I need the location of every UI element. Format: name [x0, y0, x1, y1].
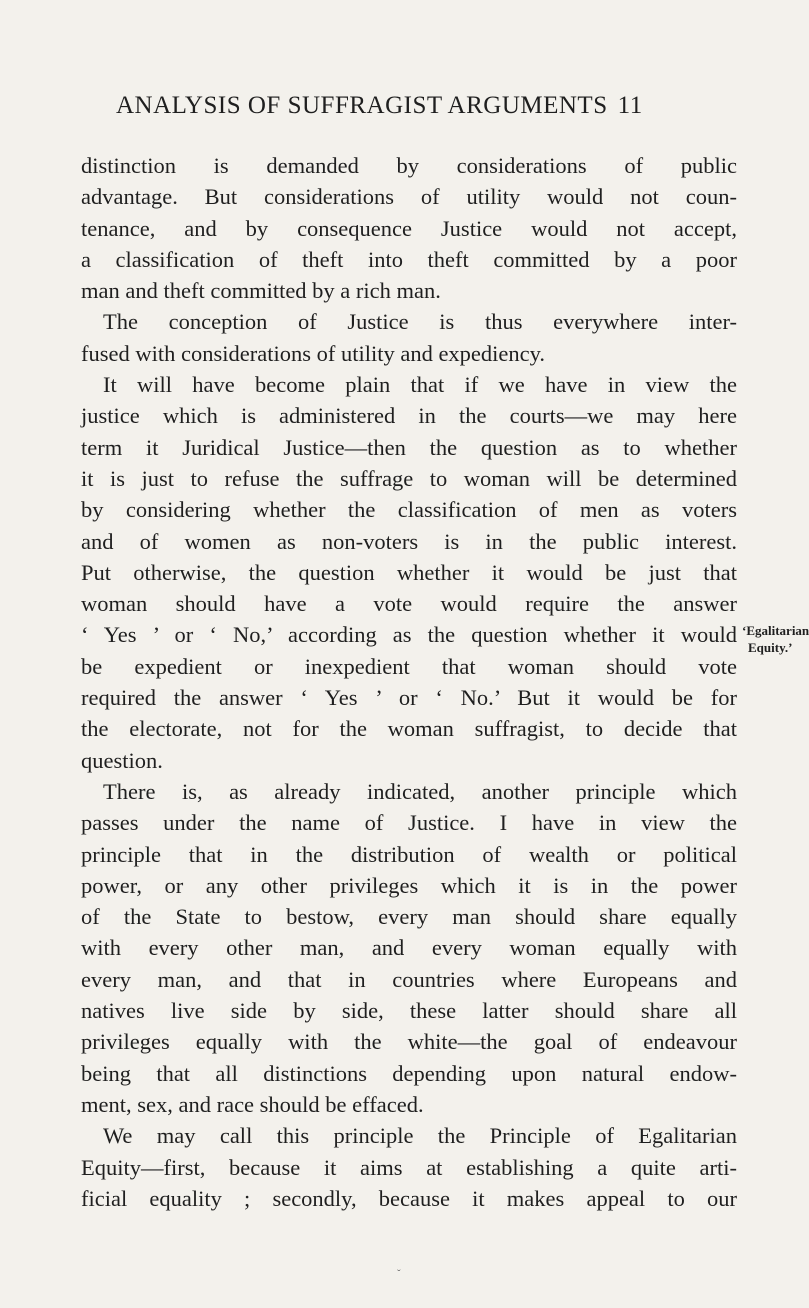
text-line: ficial equality ; secondly, because it makes appeal to our [81, 1185, 737, 1211]
marginal-note [742, 622, 809, 656]
text-line: power, or any other privileges which it is in the power [81, 872, 737, 898]
text-line: with every other man, and every woman equally with [81, 935, 737, 961]
text-line: woman should have a vote would require the answer [81, 591, 737, 617]
text-line: The conception of Justice is thus everywhere inter- [103, 309, 737, 335]
text-line: We may call this principle the Principle of Egalitarian [103, 1123, 737, 1149]
body-text [81, 150, 737, 1214]
running-head [116, 92, 756, 120]
text-line: distinction is demanded by considerations of public [81, 153, 737, 178]
text-line: man and theft committed by a rich man. [81, 278, 441, 304]
text-line: being that all distinctions depending upon natural endow- [81, 1060, 737, 1086]
text-line: passes under the name of Justice. I have in view the [81, 810, 737, 836]
text-line: term it Juridical Justice—then the question as to whether [81, 434, 737, 460]
text-line: fused with considerations of utility and expediency. [81, 340, 546, 366]
marginal-note-line-1: ‘Egalitarian [742, 623, 809, 638]
text-line: ment, sex, and race should be effaced. [81, 1091, 424, 1117]
text-line: It will have become plain that if we have in view the [103, 372, 737, 398]
text-line: of the State to bestow, every man should share equally [81, 904, 737, 930]
text-line: Put otherwise, the question whether it would be just that [81, 559, 737, 585]
text-line: it is just to refuse the suffrage to woman will be determined [81, 465, 737, 491]
text-line: the electorate, not for the woman suffragist, to decide that [81, 716, 737, 742]
text-line: question. [81, 747, 163, 773]
page-number: 11 [617, 92, 643, 119]
text-line: by considering whether the classification of men as voters [81, 497, 737, 523]
text-line: ‘ Yes ’ or ‘ No,’ according as the question whether it would [81, 622, 737, 648]
text-line: There is, as already indicated, another principle which [103, 778, 737, 804]
text-line: justice which is administered in the courts—we may here [81, 403, 737, 429]
text-line: Equity—first, because it aims at establishing a quite arti- [81, 1154, 737, 1180]
text-line: natives live side by side, these latter should share all [81, 998, 737, 1024]
text-line: advantage. But considerations of utility would not coun- [81, 184, 737, 210]
text-line: principle that in the distribution of wealth or political [81, 841, 737, 867]
marginal-note-line-2: Equity.’ [748, 640, 793, 655]
text-line: every man, and that in countries where Europeans and [81, 966, 737, 992]
text-line: required the answer ‘ Yes ’ or ‘ No.’ But it would be for [81, 685, 737, 711]
text-line: privileges equally with the white—the goal of endeavour [81, 1029, 737, 1055]
text-line: and of women as non-voters is in the public interest. [81, 528, 737, 554]
printer-mark: ˇ [397, 1268, 401, 1280]
text-line: be expedient or inexpedient that woman should vote [81, 653, 737, 679]
running-title: ANALYSIS OF SUFFRAGIST ARGUMENTS [116, 92, 608, 119]
text-line: tenance, and by consequence Justice would not accept, [81, 215, 737, 241]
text-line: a classification of theft into theft committed by a poor [81, 246, 737, 272]
